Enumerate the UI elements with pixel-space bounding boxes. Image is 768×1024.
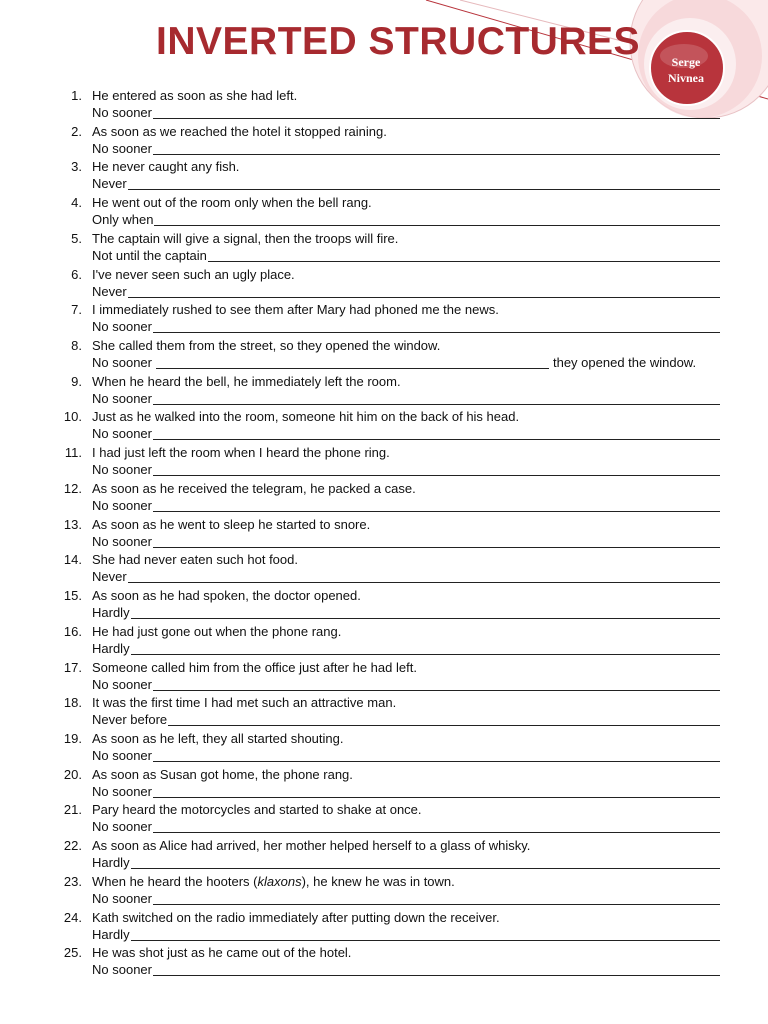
exercise-sentence: As soon as he had spoken, the doctor opened. bbox=[92, 588, 361, 604]
exercise-sentence: He had just gone out when the phone rang. bbox=[92, 623, 342, 639]
exercise-number: 11. bbox=[64, 445, 82, 461]
exercise-item bbox=[0, 230, 768, 266]
exercise-sentence: As soon as Susan got home, the phone rang. bbox=[92, 766, 353, 782]
answer-prompt: Never before bbox=[92, 712, 168, 728]
answer-blank[interactable] bbox=[153, 749, 720, 762]
exercise-number: 16. bbox=[63, 623, 82, 639]
exercise-number: 8. bbox=[71, 338, 82, 354]
answer-blank[interactable] bbox=[153, 499, 720, 512]
answer-prompt: No sooner bbox=[92, 890, 152, 906]
answer-line bbox=[92, 568, 720, 585]
exercise-sentence: I had just left the room when I heard the phone ring. bbox=[92, 445, 390, 461]
exercise-number: 18. bbox=[63, 695, 82, 711]
answer-line bbox=[92, 354, 720, 371]
author-first-name: Serge bbox=[671, 55, 701, 69]
answer-line bbox=[92, 497, 720, 514]
answer-blank[interactable] bbox=[131, 928, 720, 941]
exercise-sentence: It was the first time I had met such an attractive man. bbox=[92, 695, 397, 711]
answer-blank[interactable] bbox=[153, 785, 720, 798]
exercise-sentence: He was shot just as he came out of the hotel. bbox=[92, 945, 352, 961]
exercise-number: 25. bbox=[63, 945, 82, 961]
answer-prompt: Never bbox=[92, 283, 127, 299]
answer-line bbox=[92, 961, 720, 978]
answer-blank[interactable] bbox=[154, 213, 720, 226]
answer-blank[interactable] bbox=[131, 856, 720, 869]
answer-prompt: No sooner bbox=[92, 747, 152, 763]
exercise-number: 20. bbox=[63, 766, 82, 782]
exercise-sentence: He went out of the room only when the bell rang. bbox=[92, 195, 372, 211]
exercise-sentence: As soon as we reached the hotel it stopped raining. bbox=[92, 123, 387, 139]
exercise-item bbox=[0, 444, 768, 480]
exercise-sentence: Pary heard the motorcycles and started to shake at once. bbox=[92, 802, 422, 818]
author-name bbox=[649, 54, 723, 86]
exercise-sentence: He entered as soon as she had left. bbox=[92, 88, 298, 103]
exercise-item bbox=[0, 873, 768, 909]
answer-prompt: No sooner bbox=[92, 319, 152, 335]
answer-prompt: Hardly bbox=[92, 640, 130, 656]
exercise-number: 9. bbox=[71, 373, 82, 389]
exercise-number: 22. bbox=[63, 838, 82, 854]
exercise-item bbox=[0, 909, 768, 945]
exercise-item bbox=[0, 301, 768, 337]
exercise-item bbox=[0, 373, 768, 409]
answer-blank[interactable] bbox=[153, 427, 720, 440]
sentence-part: When he heard the hooters ( bbox=[92, 873, 258, 889]
answer-blank[interactable] bbox=[153, 678, 720, 691]
answer-line bbox=[92, 604, 720, 621]
answer-prompt: No sooner bbox=[92, 105, 152, 120]
answer-prompt: No sooner bbox=[92, 462, 152, 478]
exercise-sentence: As soon as he went to sleep he started to snore. bbox=[92, 516, 371, 532]
exercise-sentence: She had never eaten such hot food. bbox=[92, 552, 298, 568]
answer-line bbox=[92, 533, 720, 550]
answer-prompt: Hardly bbox=[92, 855, 130, 871]
exercise-item bbox=[0, 266, 768, 302]
exercise-item bbox=[0, 730, 768, 766]
answer-prompt: No sooner bbox=[92, 783, 152, 799]
sentence-italic-term: klaxons bbox=[257, 873, 302, 889]
exercise-item bbox=[0, 158, 768, 194]
exercise-sentence: She called them from the street, so they opened the window. bbox=[92, 338, 441, 354]
answer-blank[interactable] bbox=[153, 106, 720, 119]
answer-blank[interactable] bbox=[153, 320, 720, 333]
exercise-item bbox=[0, 551, 768, 587]
answer-prompt: No sooner bbox=[92, 819, 152, 835]
exercise-number: 15. bbox=[63, 588, 82, 604]
page-title: INVERTED STRUCTURES bbox=[156, 20, 641, 63]
answer-line bbox=[92, 890, 720, 907]
exercise-sentence: Someone called him from the office just after he had left. bbox=[92, 659, 417, 675]
answer-blank[interactable] bbox=[131, 606, 720, 619]
author-last-name: Nivnea bbox=[668, 71, 704, 85]
answer-prompt: Never bbox=[92, 176, 127, 192]
answer-blank[interactable] bbox=[128, 285, 720, 298]
exercise-number: 2. bbox=[71, 123, 82, 139]
answer-line bbox=[92, 283, 720, 300]
answer-blank[interactable] bbox=[153, 892, 720, 905]
answer-line bbox=[92, 461, 720, 478]
exercise-number: 6. bbox=[71, 266, 82, 282]
exercise-list bbox=[0, 87, 768, 980]
exercise-item bbox=[0, 659, 768, 695]
answer-prompt: No sooner bbox=[92, 140, 152, 156]
exercise-item bbox=[0, 408, 768, 444]
answer-prompt: Only when bbox=[92, 212, 154, 228]
exercise-number: 7. bbox=[71, 302, 82, 318]
answer-prompt: No sooner bbox=[92, 390, 152, 406]
answer-line bbox=[92, 104, 720, 121]
exercise-sentence: As soon as he received the telegram, he packed a case. bbox=[92, 480, 416, 496]
exercise-sentence: As soon as Alice had arrived, her mother helped herself to a glass of whisky. bbox=[92, 838, 531, 854]
exercise-item bbox=[0, 123, 768, 159]
exercise-number: 5. bbox=[71, 230, 82, 246]
exercise-item bbox=[0, 944, 768, 980]
exercise-item bbox=[0, 801, 768, 837]
answer-line bbox=[92, 783, 720, 800]
exercise-item bbox=[0, 837, 768, 873]
exercise-number: 12. bbox=[63, 480, 82, 496]
answer-line bbox=[92, 640, 720, 657]
answer-prompt: No sooner bbox=[92, 676, 152, 692]
exercise-number: 17. bbox=[63, 659, 82, 675]
exercise-item bbox=[0, 694, 768, 730]
answer-line bbox=[92, 318, 720, 335]
answer-prompt: No sooner bbox=[92, 355, 152, 371]
answer-blank[interactable] bbox=[128, 570, 720, 583]
exercise-sentence bbox=[92, 873, 455, 890]
exercise-item bbox=[0, 87, 768, 123]
exercise-number: 3. bbox=[71, 159, 82, 175]
answer-line bbox=[92, 854, 720, 871]
answer-blank[interactable] bbox=[153, 535, 720, 548]
answer-prompt: No sooner bbox=[92, 962, 152, 978]
exercise-item bbox=[0, 194, 768, 230]
answer-prompt: Hardly bbox=[92, 926, 130, 942]
exercise-number: 14. bbox=[63, 552, 82, 568]
answer-prompt: No sooner bbox=[92, 497, 152, 513]
exercise-sentence: The captain will give a signal, then the troops will fire. bbox=[92, 230, 399, 246]
answer-prompt: Hardly bbox=[92, 605, 130, 621]
exercise-number: 19. bbox=[63, 730, 82, 746]
exercise-number: 4. bbox=[71, 195, 82, 211]
answer-line bbox=[92, 425, 720, 442]
answer-prompt: Never bbox=[92, 569, 127, 585]
answer-line bbox=[92, 926, 720, 943]
answer-blank[interactable] bbox=[153, 963, 720, 976]
exercise-number: 10. bbox=[63, 409, 82, 425]
exercise-number: 24. bbox=[63, 909, 82, 925]
exercise-sentence: As soon as he left, they all started shouting. bbox=[92, 730, 344, 746]
answer-line bbox=[92, 247, 720, 264]
answer-line bbox=[92, 818, 720, 835]
exercise-sentence: He never caught any fish. bbox=[92, 159, 240, 175]
answer-blank[interactable] bbox=[208, 249, 720, 262]
answer-blank[interactable] bbox=[156, 356, 549, 369]
answer-blank[interactable] bbox=[131, 642, 720, 655]
exercise-sentence: I immediately rushed to see them after Mary had phoned me the news. bbox=[92, 302, 499, 318]
answer-line bbox=[92, 711, 720, 728]
answer-line bbox=[92, 676, 720, 693]
answer-blank[interactable] bbox=[153, 392, 720, 405]
answer-line bbox=[92, 747, 720, 764]
exercise-sentence: I've never seen such an ugly place. bbox=[92, 266, 295, 282]
exercise-number: 1. bbox=[71, 88, 82, 103]
exercise-sentence: Just as he walked into the room, someone hit him on the back of his head. bbox=[92, 409, 520, 425]
answer-prompt: Not until the captain bbox=[92, 247, 207, 263]
exercise-item bbox=[0, 587, 768, 623]
answer-blank[interactable] bbox=[153, 820, 720, 833]
exercise-item bbox=[0, 337, 768, 373]
exercise-number: 21. bbox=[63, 802, 82, 818]
answer-blank[interactable] bbox=[128, 177, 720, 190]
answer-line bbox=[92, 140, 720, 157]
answer-line bbox=[92, 390, 720, 407]
exercise-item bbox=[0, 623, 768, 659]
answer-blank[interactable] bbox=[153, 142, 720, 155]
exercise-sentence: When he heard the bell, he immediately left the room. bbox=[92, 373, 401, 389]
answer-blank[interactable] bbox=[153, 463, 720, 476]
answer-line bbox=[92, 211, 720, 228]
exercise-number: 23. bbox=[63, 873, 82, 889]
exercise-number: 13. bbox=[63, 516, 82, 532]
exercise-sentence: Kath switched on the radio immediately after putting down the receiver. bbox=[92, 909, 500, 925]
answer-suffix: they opened the window. bbox=[552, 355, 697, 371]
answer-line bbox=[92, 175, 720, 192]
sentence-part: ), he knew he was in town. bbox=[301, 873, 455, 889]
answer-blank[interactable] bbox=[168, 713, 720, 726]
exercise-item bbox=[0, 766, 768, 802]
answer-prompt: No sooner bbox=[92, 533, 152, 549]
exercise-item bbox=[0, 516, 768, 552]
exercise-item bbox=[0, 480, 768, 516]
answer-prompt: No sooner bbox=[92, 426, 152, 442]
